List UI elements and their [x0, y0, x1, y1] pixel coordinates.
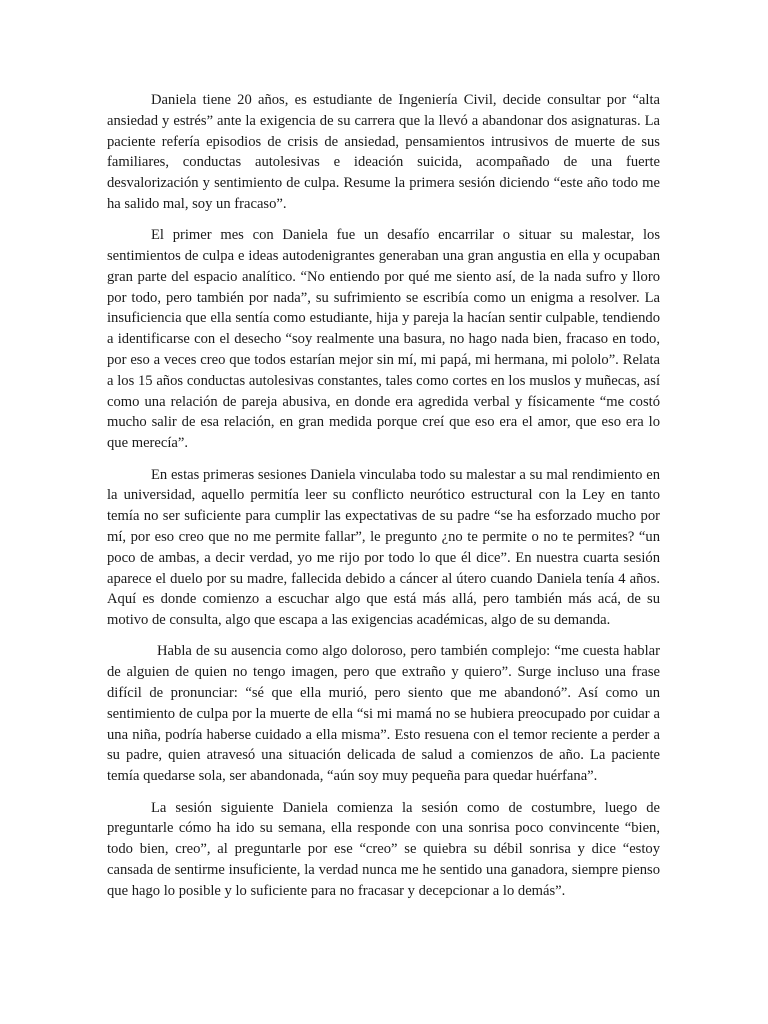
paragraph-3: En estas primeras sesiones Daniela vinculaba todo su malestar a su mal rendimiento en la universidad, aquello permitía leer su conflicto neurótico estructural con la Ley en tanto temía no ser suficiente para cumplir las expectativas de su padre “se ha esforzado mucho por mí, por eso creo que no me permite fallar”, le pregunto ¿no te permite o no te permites? “un poco de ambas, a decir verdad, yo me rijo por todo lo que él dice”. En nuestra cuarta sesión aparece el duelo por su madre, fallecida debido a cáncer al útero cuando Daniela tenía 4 años. Aquí es donde comienzo a escuchar algo que está más allá, pero también más acá, de su motivo de consulta, algo que escapa a las exigencias académicas, algo de su demanda. — [107, 466, 660, 629]
paragraph-5: La sesión siguiente Daniela comienza la sesión como de costumbre, luego de preguntarle cómo ha ido su semana, ella responde con una sonrisa poco convincente “bien, todo bien, creo”, al preguntarle por ese “creo” se quiebra su débil sonrisa y dice “estoy cansada de sentirme insuficiente, la verdad nunca me he sentido una ganadora, siempre pienso que hago lo posible y lo suficiente para no fracasar y decepcionar a lo demás”. — [107, 799, 660, 899]
paragraph-2: El primer mes con Daniela fue un desafío encarrilar o situar su malestar, los sentimientos de culpa e ideas autodenigrantes generaban una gran angustia en ella y ocupaban gran parte del espacio analítico. “No entiendo por qué me siento así, de la nada sufro y lloro por todo, pero también por nada”, su sufrimiento se escribía como un enigma a resolver. La insuficiencia que ella sentía como estudiante, hija y pareja la hacían sentir culpable, tendiendo a identificarse con el desecho “soy realmente una basura, no hago nada bien, fracaso en todo, por eso a veces creo que todos estarían mejor sin mí, mi papá, mi hermana, mi pololo”. Relata a los 15 años conductas autolesivas constantes, tales como cortes en los muslos y muñecas, así como una relación de pareja abusiva, en donde era agredida verbal y físicamente “me costó mucho salir de esa relación, en gran medida porque creí que eso era el amor, que eso era lo que merecía”. — [107, 227, 660, 452]
paragraph-4: Habla de su ausencia como algo doloroso, pero también complejo: “me cuesta hablar de alguien de quien no tengo imagen, pero que extraño y quiero”. Surge incluso una frase difícil de pronunciar: “sé que ella murió, pero siento que me abandonó”. Así como un sentimiento de culpa por la muerte de ella “si mi mamá no se hubiera preocupado por cuidar a una niña, podría haberse cuidado a ella misma”. Esto resuena con el temor reciente a perder a su padre, quien atravesó una situación delicada de salud a comienzos de año. La paciente temía quedarse sola, ser abandonada, “aún soy muy pequeña para quedar huérfana”. — [107, 643, 660, 785]
document-page — [107, 90, 660, 912]
paragraph-1: Daniela tiene 20 años, es estudiante de Ingeniería Civil, decide consultar por “alta ansiedad y estrés” ante la exigencia de su carrera que la llevó a abandonar dos asignaturas. La paciente refería episodios de crisis de ansiedad, pensamientos intrusivos de muerte de sus familiares, conductas autolesivas e ideación suicida, acompañado de una fuerte desvalorización y sentimiento de culpa. Resume la primera sesión diciendo “este año todo me ha salido mal, soy un fracaso”. — [107, 92, 660, 212]
